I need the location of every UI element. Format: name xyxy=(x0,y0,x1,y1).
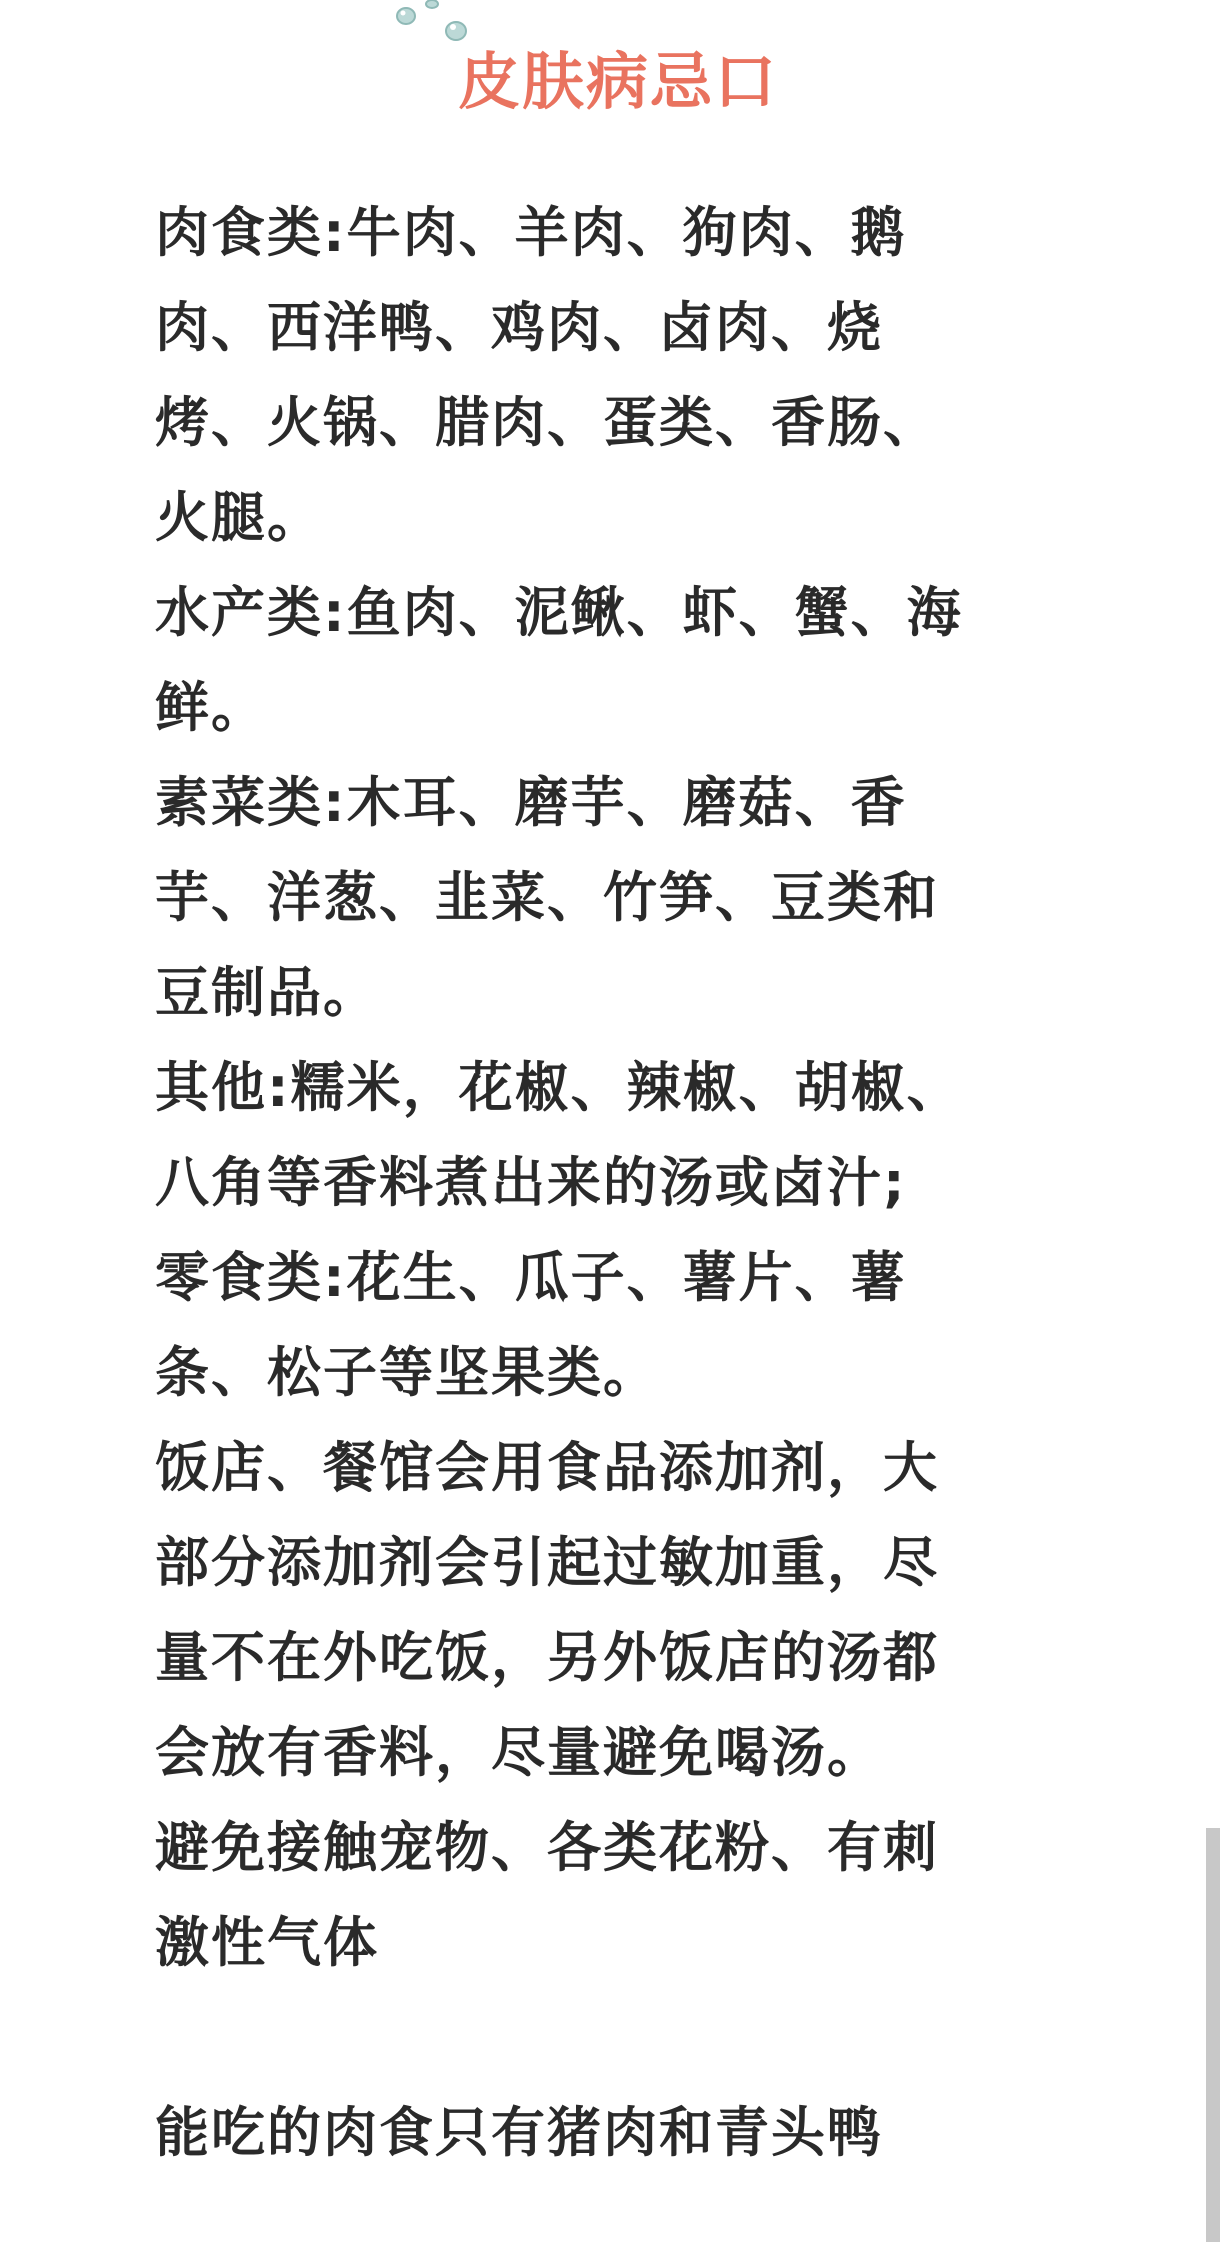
text-line: 避免接触宠物、各类花粉、有刺 xyxy=(155,1816,939,1879)
text-line: 量不在外吃饭，另外饭店的汤都 xyxy=(155,1626,939,1689)
text-line: 会放有香料，尽量避免喝汤。 xyxy=(155,1721,883,1784)
text-line: 肉、西洋鸭、鸡肉、卤肉、烧 xyxy=(155,296,883,359)
paragraph-seafood xyxy=(155,565,1045,755)
text-line: 能吃的肉食只有猪肉和青头鸭 xyxy=(155,2101,883,2164)
article-body xyxy=(155,185,1045,2180)
paragraph-avoid-contact xyxy=(155,1800,1045,1990)
page-title: 皮肤病忌口 xyxy=(457,45,778,118)
paragraph-meat xyxy=(155,185,1045,565)
paragraph-vegetables xyxy=(155,755,1045,1040)
text-line: 烤、火锅、腊肉、蛋类、香肠、 xyxy=(155,391,939,454)
text-line: 八角等香料煮出来的汤或卤汁; xyxy=(155,1151,907,1214)
text-line: 饭店、餐馆会用食品添加剂，大 xyxy=(155,1436,939,1499)
paragraph-allowed-meat xyxy=(155,2085,1045,2180)
paragraph-restaurants xyxy=(155,1420,1045,1800)
text-line: 条、松子等坚果类。 xyxy=(155,1341,659,1404)
text-line: 水产类:鱼肉、泥鳅、虾、蟹、海 xyxy=(155,581,963,644)
paragraph-other xyxy=(155,1040,1045,1230)
text-line: 激性气体 xyxy=(155,1911,379,1974)
paragraph-snacks xyxy=(155,1230,1045,1420)
blank-line xyxy=(155,1990,1045,2085)
text-line: 素菜类:木耳、磨芋、磨菇、香 xyxy=(155,771,907,834)
text-line: 火腿。 xyxy=(155,486,323,549)
text-line: 零食类:花生、瓜子、薯片、薯 xyxy=(155,1246,907,1309)
scrollbar[interactable] xyxy=(1206,1828,1220,2242)
text-line: 部分添加剂会引起过敏加重，尽 xyxy=(155,1531,939,1594)
text-line: 肉食类:牛肉、羊肉、狗肉、鹅 xyxy=(155,201,907,264)
text-line: 鲜。 xyxy=(155,676,267,739)
text-line: 其他:糯米，花椒、辣椒、胡椒、 xyxy=(155,1056,963,1119)
text-line: 豆制品。 xyxy=(155,961,379,1024)
text-line: 芋、洋葱、韭菜、竹笋、豆类和 xyxy=(155,866,939,929)
